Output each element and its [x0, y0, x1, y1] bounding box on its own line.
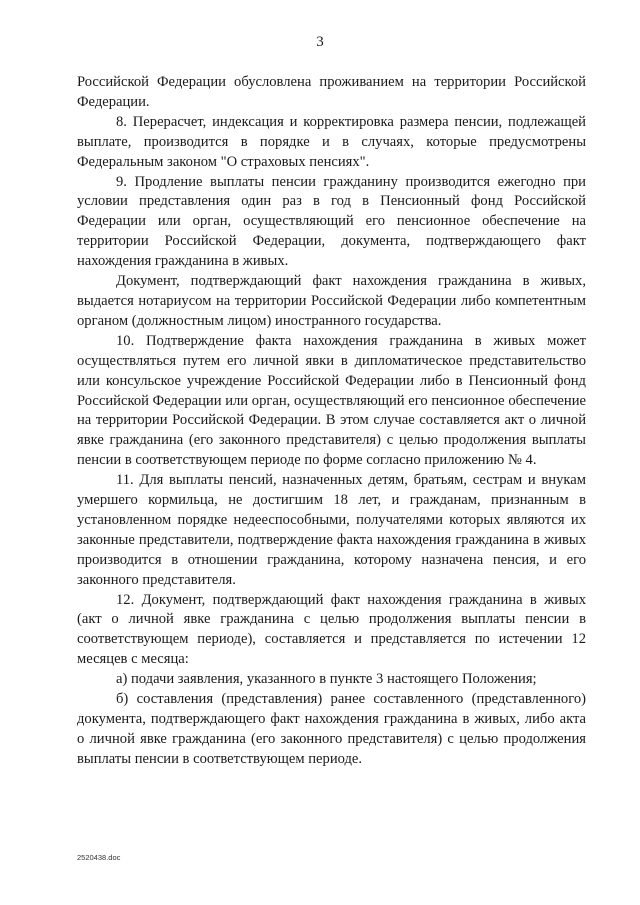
page-number: 3 [316, 34, 324, 50]
paragraph-10: 10. Подтверждение факта нахождения гражданина в живых может осуществляться путем его личной явки в дипломатическое представительство или консульское учреждение Российской Федерации либо в Пенсионный фонд Российской Федерации или орган, осуществляющий его пенсионное обеспечение на территории Российской Федерации. В этом случае составляется акт о личной явке гражданина (его законного представителя) с целью продолжения выплаты пенсии в соответствующем периоде по форме согласно приложению № 4. [77, 332, 586, 469]
footer-file-reference: 2520438.doc [77, 853, 121, 862]
paragraph-9: 9. Продление выплаты пенсии гражданину производится ежегодно при условии представления один раз в год в Пенсионный фонд Российской Федерации или орган, осуществляющий его пенсионное обеспечение на территории Российской Федерации, документа, подтверждающего факт нахождения гражданина в живых. [77, 173, 586, 270]
paragraph-9-document: Документ, подтверждающий факт нахождения гражданина в живых, выдается нотариусом на территории Российской Федерации либо компетентным органом (должностным лицом) иностранного государства. [77, 273, 586, 329]
paragraph-12: 12. Документ, подтверждающий факт нахождения гражданина в живых (акт о личной явке гражданина с целью продолжения выплаты пенсии в соответствующем периоде), составляется и представляется по истечении 12 месяцев с месяца: [77, 591, 586, 668]
paragraph-12-item-a: а) подачи заявления, указанного в пункте 3 настоящего Положения; [116, 671, 537, 688]
paragraph-8: 8. Перерасчет, индексация и корректировка размера пенсии, подлежащей выплате, производится в порядке и в случаях, которые предусмотрены Федеральным законом "О страховых пенсиях". [77, 113, 586, 170]
document-body [77, 73, 586, 770]
paragraph-continuation: Российской Федерации обусловлена проживанием на территории Российской Федерации. [77, 74, 586, 110]
paragraph-11: 11. Для выплаты пенсий, назначенных детям, братьям, сестрам и внукам умершего кормильца, не достигшим 18 лет, и гражданам, признанным в установленном порядке недееспособными, получателями которых являются их законные представители, подтверждение факта нахождения гражданина в живых производится в отношении гражданина, которому назначена пенсия, и его законного представителя. [77, 472, 586, 588]
paragraph-12-item-b: б) составления (представления) ранее составленного (представленного) документа, подтверждающего факт нахождения гражданина в живых, либо акта о личной явке гражданина (его законного представителя) с целью продолжения выплаты пенсии в соответствующем периоде. [77, 691, 586, 767]
